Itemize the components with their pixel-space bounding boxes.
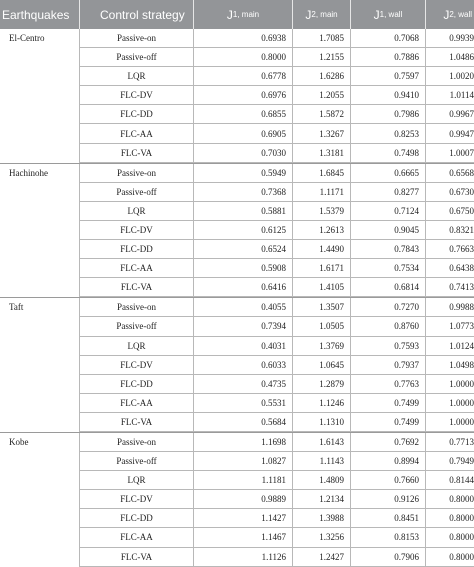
header-earthquakes: Earthquakes bbox=[0, 0, 80, 29]
cell-j2-wall: 1.0007 bbox=[449, 147, 474, 158]
table-row bbox=[80, 144, 474, 163]
cell-j1-main: 1.0827 bbox=[194, 452, 293, 470]
cell-j2-wall: 0.7413 bbox=[449, 282, 474, 293]
table-row bbox=[80, 183, 474, 202]
cell-j1-main: 0.4735 bbox=[194, 375, 293, 393]
cell-j2-wall: 0.8000 bbox=[449, 494, 474, 505]
cell-j1-wall: 0.7593 bbox=[351, 337, 426, 355]
cell-j2-main: 1.3256 bbox=[293, 528, 351, 546]
cell-j1-wall: 0.8277 bbox=[351, 183, 426, 201]
cell-j1-wall: 0.7068 bbox=[351, 29, 426, 47]
cell-j2-wall: 0.8000 bbox=[449, 532, 474, 543]
cell-j2-main: 1.3507 bbox=[293, 298, 351, 316]
cell-j2-wall: 0.6750 bbox=[449, 205, 474, 216]
table-row bbox=[80, 164, 474, 183]
cell-j2-main: 1.3181 bbox=[293, 144, 351, 162]
cell-j2-main: 1.2055 bbox=[293, 86, 351, 104]
cell-j2-main: 1.6286 bbox=[293, 67, 351, 85]
cell-j2-main: 1.2613 bbox=[293, 221, 351, 239]
cell-j1-main: 0.6855 bbox=[194, 105, 293, 123]
cell-j2-wall: 0.9939 bbox=[449, 33, 474, 44]
cell-strategy: FLC-AA bbox=[80, 124, 194, 142]
cell-j1-main: 1.1181 bbox=[194, 471, 293, 489]
cell-j1-main: 0.9889 bbox=[194, 490, 293, 508]
cell-strategy: FLC-VA bbox=[80, 278, 194, 296]
cell-strategy: Passive-off bbox=[80, 317, 194, 335]
earthquake-name: Kobe bbox=[0, 433, 80, 567]
cell-j2-wall: 0.7663 bbox=[449, 244, 474, 255]
cell-j2-wall: 0.9988 bbox=[449, 302, 474, 313]
cell-strategy: FLC-AA bbox=[80, 394, 194, 412]
table-row bbox=[80, 29, 474, 48]
cell-j1-wall: 0.7986 bbox=[351, 105, 426, 123]
cell-j2-main: 1.3769 bbox=[293, 337, 351, 355]
header-j1-main: J 1, main bbox=[194, 0, 293, 29]
cell-j2-main: 1.0505 bbox=[293, 317, 351, 335]
cell-j1-wall: 0.7534 bbox=[351, 259, 426, 277]
cell-j2-wall: 0.7713 bbox=[449, 437, 474, 448]
table-row bbox=[80, 317, 474, 336]
cell-j1-main: 1.1126 bbox=[194, 548, 293, 566]
cell-j1-wall: 0.8451 bbox=[351, 509, 426, 527]
cell-j2-wall: 0.9947 bbox=[449, 128, 474, 139]
earthquake-name: El-Centro bbox=[0, 29, 80, 163]
cell-j1-wall: 0.8994 bbox=[351, 452, 426, 470]
table-row bbox=[80, 124, 474, 143]
cell-j1-wall: 0.6814 bbox=[351, 278, 426, 296]
cell-j2-wall: 1.0000 bbox=[449, 416, 474, 427]
table-row bbox=[80, 105, 474, 124]
cell-j2-main: 1.5872 bbox=[293, 105, 351, 123]
cell-j2-wall: 0.7949 bbox=[449, 456, 474, 467]
table-row bbox=[80, 528, 474, 547]
cell-j1-main: 0.6976 bbox=[194, 86, 293, 104]
table-row bbox=[80, 67, 474, 86]
cell-j2-main: 1.7085 bbox=[293, 29, 351, 47]
table-row bbox=[80, 356, 474, 375]
cell-j1-wall: 0.7906 bbox=[351, 548, 426, 566]
cell-j2-main: 1.5379 bbox=[293, 202, 351, 220]
cell-j2-main: 1.6845 bbox=[293, 164, 351, 182]
table-row bbox=[80, 490, 474, 509]
table-row bbox=[80, 548, 474, 567]
cell-j1-main: 0.5881 bbox=[194, 202, 293, 220]
cell-j1-wall: 0.7498 bbox=[351, 144, 426, 162]
cell-j1-wall: 0.7270 bbox=[351, 298, 426, 316]
cell-j1-main: 1.1427 bbox=[194, 509, 293, 527]
cell-j1-main: 0.6125 bbox=[194, 221, 293, 239]
table-header bbox=[0, 0, 474, 29]
earthquake-name: Taft bbox=[0, 298, 80, 432]
cell-j2-wall: 0.6438 bbox=[449, 263, 474, 274]
cell-j1-wall: 0.9126 bbox=[351, 490, 426, 508]
cell-j1-wall: 0.7843 bbox=[351, 240, 426, 258]
earthquake-group bbox=[0, 433, 474, 567]
cell-j1-main: 0.8000 bbox=[194, 48, 293, 66]
cell-j1-main: 0.5531 bbox=[194, 394, 293, 412]
earthquake-group bbox=[0, 298, 474, 433]
table-row bbox=[80, 413, 474, 432]
cell-j2-wall: 0.6730 bbox=[449, 186, 474, 197]
cell-strategy: Passive-on bbox=[80, 164, 194, 182]
cell-j2-main: 1.6143 bbox=[293, 433, 351, 451]
cell-j2-wall: 0.8000 bbox=[449, 551, 474, 562]
cell-j1-wall: 0.7499 bbox=[351, 413, 426, 431]
header-j2-main: J 2, main bbox=[293, 0, 351, 29]
table-row bbox=[80, 221, 474, 240]
cell-strategy: LQR bbox=[80, 471, 194, 489]
cell-j2-main: 1.2879 bbox=[293, 375, 351, 393]
cell-j2-main: 1.4490 bbox=[293, 240, 351, 258]
cell-strategy: FLC-DD bbox=[80, 509, 194, 527]
cell-j1-main: 0.6524 bbox=[194, 240, 293, 258]
table-row bbox=[80, 394, 474, 413]
cell-j1-main: 0.6033 bbox=[194, 356, 293, 374]
earthquake-name: Hachinohe bbox=[0, 164, 80, 298]
table-body bbox=[0, 29, 474, 567]
cell-strategy: LQR bbox=[80, 67, 194, 85]
cell-j2-main: 1.4809 bbox=[293, 471, 351, 489]
cell-j1-main: 1.1467 bbox=[194, 528, 293, 546]
cell-strategy: FLC-DD bbox=[80, 240, 194, 258]
cell-j2-main: 1.2134 bbox=[293, 490, 351, 508]
cell-j2-main: 1.1310 bbox=[293, 413, 351, 431]
cell-j1-wall: 0.7692 bbox=[351, 433, 426, 451]
cell-j2-wall: 0.9967 bbox=[449, 109, 474, 120]
table-row bbox=[80, 298, 474, 317]
cell-j2-main: 1.2155 bbox=[293, 48, 351, 66]
cell-j1-main: 0.5684 bbox=[194, 413, 293, 431]
table-row bbox=[80, 48, 474, 67]
table-row bbox=[80, 86, 474, 105]
cell-j2-wall: 1.0114 bbox=[449, 90, 474, 101]
cell-j2-wall: 0.8000 bbox=[449, 513, 474, 524]
cell-j2-main: 1.3988 bbox=[293, 509, 351, 527]
cell-j2-wall: 1.0020 bbox=[449, 71, 474, 82]
cell-j2-wall: 1.0124 bbox=[449, 340, 474, 351]
table-row bbox=[80, 433, 474, 452]
cell-j2-wall: 0.6568 bbox=[449, 167, 474, 178]
cell-j1-wall: 0.7937 bbox=[351, 356, 426, 374]
cell-j1-wall: 0.7499 bbox=[351, 394, 426, 412]
cell-j2-main: 1.1246 bbox=[293, 394, 351, 412]
table-row bbox=[80, 452, 474, 471]
table-row bbox=[80, 240, 474, 259]
cell-j2-main: 1.3267 bbox=[293, 124, 351, 142]
table-row bbox=[80, 278, 474, 297]
cell-j1-main: 1.1698 bbox=[194, 433, 293, 451]
cell-j1-wall: 0.7763 bbox=[351, 375, 426, 393]
cell-j2-wall: 1.0000 bbox=[449, 397, 474, 408]
cell-strategy: FLC-DV bbox=[80, 221, 194, 239]
cell-strategy: FLC-VA bbox=[80, 413, 194, 431]
cell-j1-wall: 0.8253 bbox=[351, 124, 426, 142]
cell-strategy: FLC-AA bbox=[80, 528, 194, 546]
cell-strategy: LQR bbox=[80, 337, 194, 355]
cell-j1-main: 0.6416 bbox=[194, 278, 293, 296]
cell-j1-main: 0.6938 bbox=[194, 29, 293, 47]
table-row bbox=[80, 202, 474, 221]
earthquake-group bbox=[0, 164, 474, 299]
cell-strategy: FLC-DD bbox=[80, 375, 194, 393]
cell-j1-wall: 0.9410 bbox=[351, 86, 426, 104]
cell-j2-main: 1.2427 bbox=[293, 548, 351, 566]
cell-j1-wall: 0.7660 bbox=[351, 471, 426, 489]
cell-j2-wall: 1.0498 bbox=[449, 359, 474, 370]
cell-j1-main: 0.5908 bbox=[194, 259, 293, 277]
cell-j1-main: 0.6905 bbox=[194, 124, 293, 142]
cell-strategy: FLC-DV bbox=[80, 490, 194, 508]
cell-j2-main: 1.4105 bbox=[293, 278, 351, 296]
cell-j1-main: 0.7368 bbox=[194, 183, 293, 201]
cell-j2-wall: 1.0773 bbox=[449, 321, 474, 332]
cell-strategy: FLC-VA bbox=[80, 144, 194, 162]
header-j1-wall: J 1, wall bbox=[351, 0, 426, 29]
cell-j2-wall: 0.8144 bbox=[449, 475, 474, 486]
table-row bbox=[80, 337, 474, 356]
cell-j1-main: 0.7394 bbox=[194, 317, 293, 335]
cell-j1-wall: 0.7886 bbox=[351, 48, 426, 66]
cell-strategy: FLC-DV bbox=[80, 356, 194, 374]
cell-j2-wall: 0.8321 bbox=[449, 224, 474, 235]
cell-j1-wall: 0.8153 bbox=[351, 528, 426, 546]
table-row bbox=[80, 259, 474, 278]
cell-j1-main: 0.4055 bbox=[194, 298, 293, 316]
cell-j1-wall: 0.8760 bbox=[351, 317, 426, 335]
cell-j2-main: 1.6171 bbox=[293, 259, 351, 277]
header-control-strategy: Control strategy bbox=[80, 0, 194, 29]
cell-j1-main: 0.7030 bbox=[194, 144, 293, 162]
cell-strategy: FLC-AA bbox=[80, 259, 194, 277]
cell-strategy: FLC-DV bbox=[80, 86, 194, 104]
cell-j2-wall: 1.0486 bbox=[449, 52, 474, 63]
cell-j1-main: 0.6778 bbox=[194, 67, 293, 85]
cell-strategy: FLC-VA bbox=[80, 548, 194, 566]
cell-strategy: Passive-off bbox=[80, 183, 194, 201]
cell-strategy: Passive-on bbox=[80, 298, 194, 316]
cell-j2-main: 1.1143 bbox=[293, 452, 351, 470]
cell-strategy: LQR bbox=[80, 202, 194, 220]
earthquake-group bbox=[0, 29, 474, 164]
header-j2-wall: J 2, wall bbox=[443, 7, 472, 22]
table-row bbox=[80, 471, 474, 490]
cell-j2-main: 1.1171 bbox=[293, 183, 351, 201]
cell-strategy: Passive-off bbox=[80, 452, 194, 470]
cell-strategy: Passive-on bbox=[80, 433, 194, 451]
cell-strategy: FLC-DD bbox=[80, 105, 194, 123]
cell-j1-wall: 0.6665 bbox=[351, 164, 426, 182]
cell-strategy: Passive-on bbox=[80, 29, 194, 47]
cell-j1-wall: 0.7124 bbox=[351, 202, 426, 220]
cell-j1-main: 0.4031 bbox=[194, 337, 293, 355]
cell-j2-wall: 1.0000 bbox=[449, 378, 474, 389]
cell-j1-wall: 0.7597 bbox=[351, 67, 426, 85]
table-row bbox=[80, 375, 474, 394]
cell-strategy: Passive-off bbox=[80, 48, 194, 66]
cell-j2-main: 1.0645 bbox=[293, 356, 351, 374]
cell-j1-wall: 0.9045 bbox=[351, 221, 426, 239]
cell-j1-main: 0.5949 bbox=[194, 164, 293, 182]
